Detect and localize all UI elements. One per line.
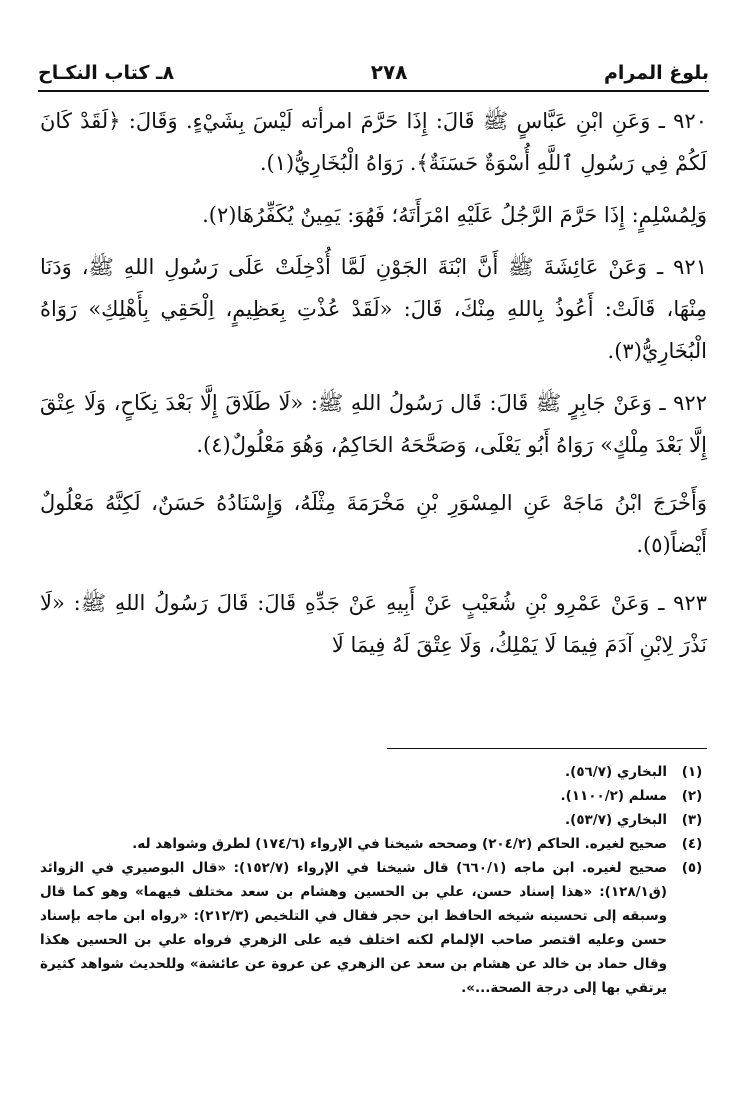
hadith-922-ibn-majah: وَأَخْرَجَ ابْنُ مَاجَهْ عَنِ المِسْوَرِ بْنِ مَخْرَمَةَ مِثْلَهُ، وَإِسْنَادُهُ حَسَنٌ، لَكِنَّهُ مَعْلُولٌ أَيْضاً(٥). [40, 491, 707, 557]
footnote-text: صحيح لغيره. ابن ماجه (٦٦٠/١) قال شيخنا في الإرواء (١٥٢/٧): «قال البوصيري في الزوائد (ق١٢٨/١): «هذا إسناد حسن، علي بن الحسين وهشام بن سعد مختلف فيهما» وهو كما قال وسبقه إلى تحسينه شيخه الحافظ ابن حجر فقال في التلخيص (٢١٢/٣): «رواه ابن ماجه بإسناد حسن وعليه اقتصر صاحب الإلمام لكنه اختلف فيه على الزهري فرواه علي بن الحسين هكذا وقال حماد بن خالد عن هشام بن سعد عن الزهري عن عروة عن عائشة» وللحديث شواهد كثيرة يرتقي بها إلى درجة الصحة...». [40, 860, 667, 996]
footnote-number: (٥) [681, 860, 703, 876]
header-divider [38, 90, 709, 92]
footnote-5 [40, 856, 707, 1000]
footnote-number: (٤) [681, 836, 703, 852]
hadith-923: ٩٢٣ ـ وَعَنْ عَمْرِو بْنِ شُعَيْبٍ عَنْ أَبِيهِ عَنْ جَدِّهِ قَالَ: قَالَ رَسُولُ اللهِ ﷺ: «لَا نَذْرَ لِابْنِ آدَمَ فِيمَا لَا يَمْلِكُ، وَلَا عِتْقَ لَهُ فِيمَا لَا [40, 591, 707, 657]
book-title: بلوغ المرام [603, 62, 709, 84]
footnote-text: مسلم (١١٠٠/٢). [560, 788, 667, 804]
footnote-text: البخاري (٥٣/٧). [565, 812, 667, 828]
footnote-text: صحيح لغيره. الحاكم (٢٠٤/٢) وصححه شيخنا في الإرواء (١٧٤/٦) لطرق وشواهد له. [132, 836, 667, 852]
footnote-2 [40, 784, 707, 808]
hadith-921: ٩٢١ ـ وَعَنْ عَائِشَةَ ﷺ أَنَّ ابْنَةَ الجَوْنِ لَمَّا أُدْخِلَتْ عَلَى رَسُولِ اللهِ ﷺ، وَدَنَا مِنْهَا، قَالَتْ: أَعُوذُ بِاللهِ مِنْكَ، قَالَ: «لَقَدْ عُذْتِ بِعَظِيمٍ، اِلْحَقِي بِأَهْلِكِ» رَوَاهُ الْبُخَارِيُّ(٣). [40, 255, 707, 363]
footnote-number: (٢) [681, 788, 703, 804]
main-text [40, 100, 707, 666]
page-header [38, 58, 709, 84]
hadith-920: ٩٢٠ ـ وَعَنِ ابْنِ عَبَّاسٍ ﷺ قَالَ: إِذَا حَرَّمَ امرأته لَيْسَ بِشَيْءٍ. وَقَالَ: ﴿لَقَدْ كَانَ لَكُمْ فِي رَسُولِ ٱللَّهِ أُسْوَةٌ حَسَنَةٌ﴾. رَوَاهُ الْبُخَارِيُّ(١). [40, 109, 707, 175]
footnote-text: البخاري (٥٦/٧). [565, 764, 667, 780]
footnote-1 [40, 760, 707, 784]
chapter-title: ٨ـ كتاب النكـاح [38, 62, 175, 84]
footnote-4 [40, 832, 707, 856]
footnote-number: (٣) [681, 812, 703, 828]
page-number: ٢٧٨ [370, 60, 408, 84]
hadith-922: ٩٢٢ ـ وَعَنْ جَابِرٍ ﷺ قَالَ: قَال رَسُولُ اللهِ ﷺ: «لَا طَلَاقَ إِلَّا بَعْدَ نِكَاحٍ، وَلَا عِتْقَ إِلَّا بَعْدَ مِلْكٍ» رَوَاهُ أَبُو يَعْلَى، وَصَحَّحَهُ الحَاكِمُ، وَهُوَ مَعْلُولٌ(٤). [40, 391, 707, 457]
footnote-divider [387, 748, 707, 749]
footnote-3 [40, 808, 707, 832]
footnotes [40, 760, 707, 1000]
hadith-920-muslim: وَلِمُسْلِمٍ: إِذَا حَرَّمَ الرَّجُلُ عَلَيْهِ امْرَأَتَهُ؛ فَهُوَ: يَمِينٌ يُكَفِّرُهَا(٢). [202, 203, 707, 227]
footnote-number: (١) [681, 764, 703, 780]
